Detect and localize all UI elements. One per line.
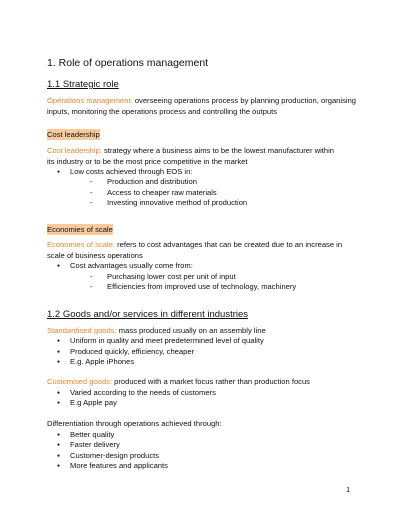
list-item xyxy=(58,336,358,347)
term-cost-leadership: Cost leadership: xyxy=(47,146,102,155)
standardised-goods-paragraph xyxy=(47,326,357,337)
bullet-text: Low costs achieved through EOS in: xyxy=(70,167,193,176)
bullet-text: Cost advantages usually come from: xyxy=(70,261,193,270)
bullet-text: More features and applicants xyxy=(70,461,168,470)
bullet-text: E.g Apple pay xyxy=(70,398,117,407)
bullet-text: Produced quickly, efficiency, cheaper xyxy=(70,347,195,356)
term-standardised-goods: Standardised goods: xyxy=(47,326,117,335)
economies-of-scale-paragraph xyxy=(47,240,357,261)
page-number: 1 xyxy=(346,485,351,494)
term-economies-of-scale: Economies of scale: xyxy=(47,240,115,249)
operations-management-paragraph xyxy=(47,96,357,117)
sub-list-item xyxy=(92,188,362,199)
list-item xyxy=(58,167,358,178)
highlighted-heading: Cost leadership xyxy=(47,130,100,139)
definition-operations-management: overseeing operations process by planning production, organising inputs, monitoring the operations process and controlling the outputs xyxy=(47,96,357,116)
sub-list-item xyxy=(92,198,362,209)
list-item xyxy=(58,388,358,399)
sub-item-text: Production and distribution xyxy=(107,177,197,186)
sub-item-text: Purchasing lower cost per unit of input xyxy=(107,272,236,281)
sub-list-item xyxy=(92,282,362,293)
cost-leadership-paragraph xyxy=(47,146,357,167)
bullet-text: Faster delivery xyxy=(70,440,120,449)
list-item xyxy=(58,430,358,441)
sub-item-text: Access to cheaper raw materials xyxy=(107,188,217,197)
definition-cost-leadership-line1: strategy where a business aims to be the lowest manufacturer within xyxy=(101,146,335,155)
list-item xyxy=(58,461,358,472)
section-heading-strategic-role: 1.1 Strategic role xyxy=(47,79,119,90)
page-title: 1. Role of operations management xyxy=(47,57,209,69)
economies-of-scale-heading xyxy=(47,225,357,236)
bullet-text: Customer-design products xyxy=(70,451,160,460)
bullet-text: Uniform in quality and meet predetermined level of quality xyxy=(70,336,264,345)
definition-standardised-goods: mass produced usually on an assembly line xyxy=(116,326,266,335)
list-item xyxy=(58,398,358,409)
list-item xyxy=(58,451,358,462)
definition-eos-line1: refers to cost advantages that can be created due to an increase in xyxy=(114,240,343,249)
list-item xyxy=(58,347,358,358)
bullet-text: Better quality xyxy=(70,430,115,439)
bullet-text: E.g. Apple iPhones xyxy=(70,357,135,366)
definition-cost-leadership-line2: its industry or to be the most price competitive in the market xyxy=(47,156,248,166)
sub-item-text: Investing innovative method of production xyxy=(107,198,248,207)
highlighted-heading: Economies of scale xyxy=(47,225,113,234)
term-customised-goods: Customised goods: xyxy=(47,377,113,386)
list-item xyxy=(58,357,358,368)
term-operations-management: Operations management: xyxy=(47,96,133,105)
differentiation-intro: Differentiation through operations achieved through: xyxy=(47,419,222,428)
sub-item-text: Efficiencies from improved use of technology, machinery xyxy=(107,282,297,291)
customised-goods-paragraph xyxy=(47,377,357,388)
list-item xyxy=(58,440,358,451)
list-item xyxy=(58,261,358,272)
definition-customised-goods: produced with a market focus rather than production focus xyxy=(112,377,310,386)
definition-eos-line2: scale of business operations xyxy=(47,250,143,260)
sub-list-item xyxy=(92,272,362,283)
cost-leadership-heading xyxy=(47,130,357,141)
bullet-text: Varied according to the needs of customers xyxy=(70,388,216,397)
section-heading-goods-services: 1.2 Goods and/or services in different industries xyxy=(47,309,249,320)
sub-list-item xyxy=(92,177,362,188)
